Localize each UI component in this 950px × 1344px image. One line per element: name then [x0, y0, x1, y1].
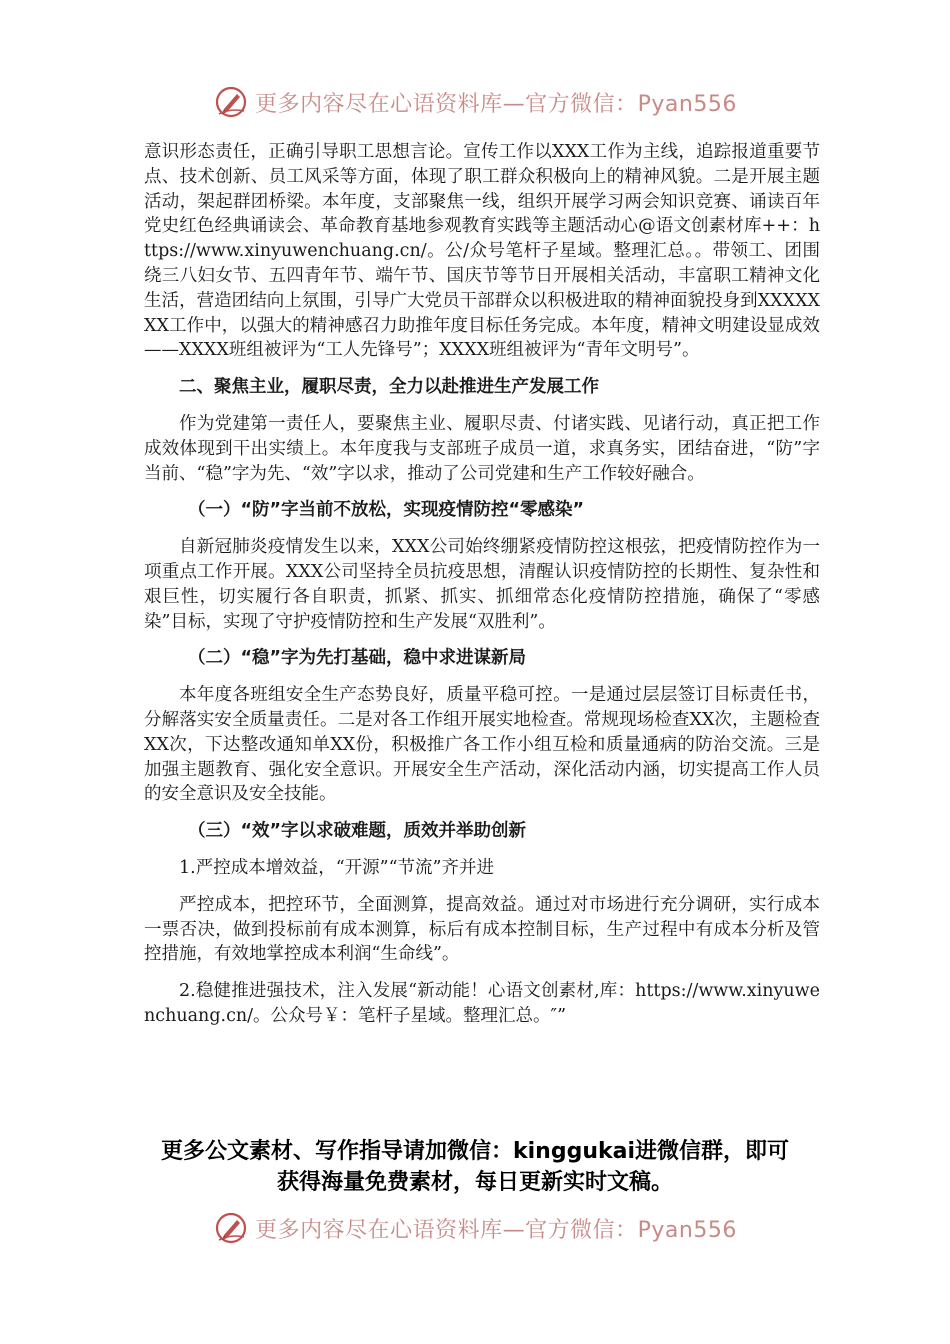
footer-banner — [0, 1208, 950, 1248]
paragraph-epidemic: 自新冠肺炎疫情发生以来，XXX公司始终绷紧疫情防控这根弦，把疫情防控作为一项重点工作开展。XXX公司坚持全员抗疫思想，清醒认识疫情防控的长期性、复杂性和艰巨性，切实履行各自职责，抓紧、抓实、抓细常态化疫情防控措施，确保了“零感染”目标，实现了守护疫情防控和生产发展“双胜利”。 — [144, 537, 820, 632]
promo-line-2: 获得海量免费素材，每日更新实时文稿。 — [276, 1170, 673, 1195]
paragraph-party-building: 作为党建第一责任人，要聚焦主业、履职尽责、付诸实践、见诸行动，真正把工作成效体现到干出实绩上。本年度我与支部班子成员一道，求真务实，团结奋进，“防”字当前、“稳”字为先、“效”字以求，推动了公司党建和生产工作较好融合。 — [144, 413, 820, 484]
header-banner — [0, 82, 950, 122]
document-body — [144, 140, 820, 1041]
item-cost-control-title: 1.严控成本增效益，“开源”“节流”齐并进 — [179, 857, 494, 878]
header-banner-text: 更多内容尽在心语资料库—官方微信：Pyan556 — [255, 91, 737, 117]
paragraph-cost-control: 严控成本，把控环节，全面测算，提高效益。通过对市场进行充分调研，实行成本一票否决，做到投标前有成本测算，标后有成本控制目标，生产过程中有成本分析及管控措施，有效地掌控成本利润“生命线”。 — [144, 894, 820, 965]
item-technology-title: 2.稳健推进强技术，注入发展“新动能！心语文创素材,库：https://www.xinyuwenchuang.cn/。公众号￥：笔杆子星域。整理汇总。″” — [144, 981, 820, 1026]
paragraph-safety: 本年度各班组安全生产态势良好，质量平稳可控。一是通过层层签订目标责任书，分解落实安全质量责任。二是对各工作组开展实地检查。常规现场检查XX次，主题检查XX次，下达整改通知单XX份，积极推广各工作小组互检和质量通病的防治交流。三是加强主题教育、强化安全意识。开展安全生产活动，深化活动内涵，切实提高工作人员的安全意识及安全技能。 — [144, 685, 820, 805]
footer-banner-text: 更多内容尽在心语资料库—官方微信：Pyan556 — [255, 1217, 737, 1243]
promo-text — [100, 1136, 850, 1198]
subheading-efficiency: （三）“效”字以求破难题，质效并举助创新 — [188, 821, 527, 842]
pen-logo-icon — [213, 84, 249, 120]
section-heading-2: 二、聚焦主业，履职尽责，全力以赴推进生产发展工作 — [179, 377, 599, 398]
subheading-prevention: （一）“防”字当前不放松，实现疫情防控“零感染” — [188, 500, 585, 521]
promo-line-1: 更多公文素材、写作指导请加微信：kinggukai进微信群，即可 — [160, 1139, 789, 1164]
subheading-stability: （二）“稳”字为先打基础，稳中求进谋新局 — [188, 648, 527, 669]
paragraph-ideology: 意识形态责任，正确引导职工思想言论。宣传工作以XXX工作为主线，追踪报道重要节点、技术创新、员工风采等方面，体现了职工群众积极向上的精神风貌。二是开展主题活动，架起群团桥梁。本年度，支部聚焦一线，组织开展学习两会知识竞赛、诵读百年党史红色经典诵读会、革命教育基地参观教育实践等主题活动心@语文创素材库++：https://www.xinyuwenchuang.cn/。公/众号笔杆子星域。整理汇总。。带领工、团围绕三八妇女节、五四青年节、端午节、国庆节等节日开展相关活动，丰富职工精神文化生活，营造团结向上氛围，引导广大党员干部群众以积极进取的精神面貌投身到XXXXXXX工作中，以强大的精神感召力助推年度目标任务完成。本年度，精神文明建设显成效——XXXX班组被评为“工人先锋号”；XXXX班组被评为“青年文明号”。 — [144, 142, 820, 361]
pen-logo-icon — [213, 1210, 249, 1246]
